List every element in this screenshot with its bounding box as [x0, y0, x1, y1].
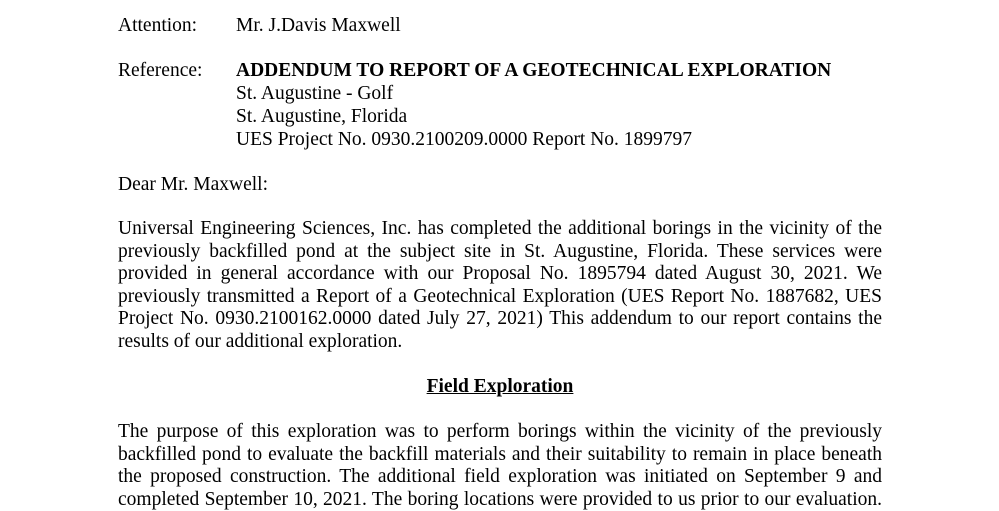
reference-line-project-name: St. Augustine - Golf: [236, 83, 393, 105]
intro-line: previously transmitted a Report of a Geotechnical Exploration (UES Report No. 1887682, UES: [118, 286, 882, 309]
attention-value: Mr. J.Davis Maxwell: [236, 15, 401, 37]
salutation: Dear Mr. Maxwell:: [118, 174, 268, 196]
reference-line-project-number: UES Project No. 0930.2100209.0000 Report No. 1899797: [236, 129, 692, 151]
intro-line: Project No. 0930.2100162.0000 dated July 27, 2021) This addendum to our report contains the: [118, 308, 882, 331]
field-line: backfilled pond to evaluate the backfill materials and their suitability to remain in place beneath: [118, 444, 882, 467]
intro-line: Universal Engineering Sciences, Inc. has completed the additional borings in the vicinity of the: [118, 218, 882, 241]
intro-line: previously backfilled pond at the subject site in St. Augustine, Florida. These services were: [118, 241, 882, 264]
intro-line: results of our additional exploration.: [118, 331, 882, 354]
field-line: the proposed construction. The additional field exploration was initiated on September 9 and: [118, 466, 882, 489]
reference-label: Reference:: [118, 60, 202, 82]
attention-label: Attention:: [118, 15, 197, 37]
field-exploration-paragraph: [118, 421, 882, 511]
field-line: completed September 10, 2021. The boring locations were provided to us prior to our evaluation.: [118, 489, 882, 511]
reference-title: ADDENDUM TO REPORT OF A GEOTECHNICAL EXPLORATION: [236, 60, 831, 82]
intro-line: provided in general accordance with our Proposal No. 1895794 dated August 30, 2021. We: [118, 263, 882, 286]
intro-paragraph: [118, 218, 882, 353]
section-heading: Field Exploration: [118, 376, 882, 398]
field-line: The purpose of this exploration was to perform borings within the vicinity of the previously: [118, 421, 882, 444]
reference-line-location: St. Augustine, Florida: [236, 106, 407, 128]
